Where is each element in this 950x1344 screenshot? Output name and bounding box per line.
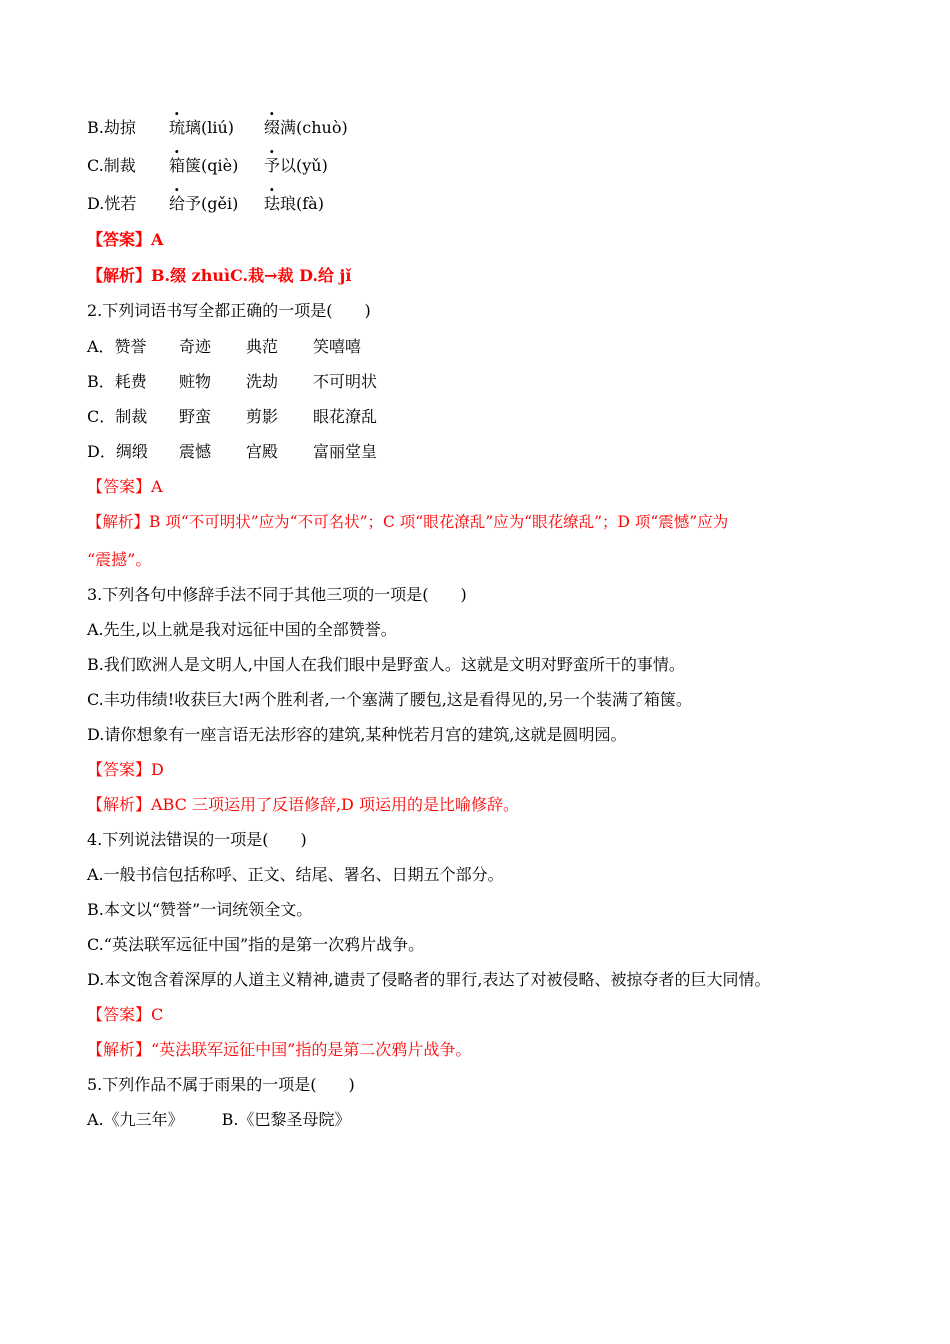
q2-word: D．绸缎	[87, 442, 148, 461]
q3-option-a: A.先生,以上就是我对远征中国的全部赞誉。	[87, 620, 397, 639]
q2-word: C．制裁	[87, 407, 148, 426]
emphasis-dot-char: 琉	[169, 118, 186, 137]
q2-word: 不可明状	[313, 372, 378, 391]
q2-word: 赃物	[179, 372, 212, 391]
q2-word: 剪影	[246, 407, 279, 426]
q2-word: 野蛮	[179, 407, 212, 426]
q3-option-c: C.丰功伟绩!收获巨大!两个胜利者,一个塞满了腰包,这是看得见的,另一个装满了箱箧。	[87, 690, 692, 709]
pinyin-word: 璃(liú)	[185, 118, 235, 137]
q1-option-label: B.劫掠	[87, 118, 136, 137]
q2-word: 奇迹	[179, 337, 212, 356]
q1-option-label: C.制裁	[87, 156, 136, 175]
emphasis-dot-char: 予	[264, 156, 281, 175]
q4-option-a: A.一般书信包括称呼、正文、结尾、署名、日期五个部分。	[87, 865, 504, 884]
q4-stem: 4.下列说法错误的一项是( )	[87, 830, 307, 849]
q4-option-b: B.本文以“赞誉”一词统领全文。	[87, 900, 313, 919]
q2-word: 洗劫	[246, 372, 279, 391]
q2-analysis: 【解析】B 项“不可明状”应为“不可名状”；C 项“眼花潦乱”应为“眼花缭乱”；D 项“震憾”应为	[87, 513, 729, 531]
q1-option-label: D.恍若	[87, 194, 137, 213]
emphasis-dot-char: 珐	[264, 194, 281, 213]
q3-option-b: B.我们欧洲人是文明人,中国人在我们眼中是野蛮人。这就是文明对野蛮所干的事情。	[87, 655, 685, 674]
q2-stem: 2.下列词语书写全都正确的一项是( )	[87, 301, 371, 320]
q5-stem: 5.下列作品不属于雨果的一项是( )	[87, 1075, 355, 1094]
q4-option-d: D.本文饱含着深厚的人道主义精神,谴责了侵略者的罪行,表达了对被侵略、被掠夺者的巨大同情。	[87, 970, 771, 989]
q5-options	[87, 1109, 351, 1131]
emphasis-dot-char: 给	[169, 194, 186, 213]
q3-answer: 【答案】D	[87, 760, 164, 779]
emphasis-dot-char: 缀	[264, 118, 281, 137]
q3-option-d: D.请你想象有一座言语无法形容的建筑,某种恍若月宫的建筑,这就是圆明园。	[87, 725, 627, 744]
q2-option-d	[87, 441, 377, 463]
q2-word: 笑嘻嘻	[313, 337, 362, 356]
q1-option-b	[87, 117, 348, 139]
q2-analysis-cont: “震撼”。	[87, 550, 152, 569]
q5-option-b: B.《巴黎圣母院》	[221, 1110, 351, 1129]
q1-answer: 【答案】A	[87, 230, 164, 249]
q2-word: 震憾	[179, 442, 212, 461]
pinyin-word: 满(chuò)	[280, 118, 348, 137]
q2-word: 眼花潦乱	[313, 407, 378, 426]
q3-analysis: 【解析】ABC 三项运用了反语修辞,D 项运用的是比喻修辞。	[87, 795, 519, 814]
q5-option-a: A.《九三年》	[87, 1110, 184, 1129]
q2-word: B．耗费	[87, 372, 147, 391]
q1-option-d	[87, 193, 324, 215]
q1-analysis: 【解析】B.缀 zhuìC.栽→裁 D.给 jǐ	[87, 266, 352, 285]
pinyin-word: 以(yǔ)	[280, 156, 328, 175]
q2-word: 宫殿	[246, 442, 279, 461]
q2-option-b	[87, 371, 377, 393]
pinyin-word: 予(gěi)	[185, 194, 239, 213]
pinyin-word: 箧(qiè)	[185, 156, 239, 175]
q4-option-c: C.“英法联军远征中国”指的是第一次鸦片战争。	[87, 935, 425, 954]
q2-answer: 【答案】A	[87, 477, 163, 496]
q4-analysis: 【解析】“英法联军远征中国”指的是第二次鸦片战争。	[87, 1040, 472, 1059]
pinyin-word: 琅(fà)	[280, 194, 324, 213]
q2-option-c	[87, 406, 377, 428]
q1-option-c	[87, 155, 328, 177]
q2-word: A．赞誉	[87, 337, 147, 356]
q2-word: 富丽堂皇	[313, 442, 378, 461]
q4-answer: 【答案】C	[87, 1005, 164, 1024]
q3-stem: 3.下列各句中修辞手法不同于其他三项的一项是( )	[87, 585, 467, 604]
q2-word: 典范	[246, 337, 279, 356]
emphasis-dot-char: 箱	[169, 156, 186, 175]
q2-option-a	[87, 336, 361, 358]
